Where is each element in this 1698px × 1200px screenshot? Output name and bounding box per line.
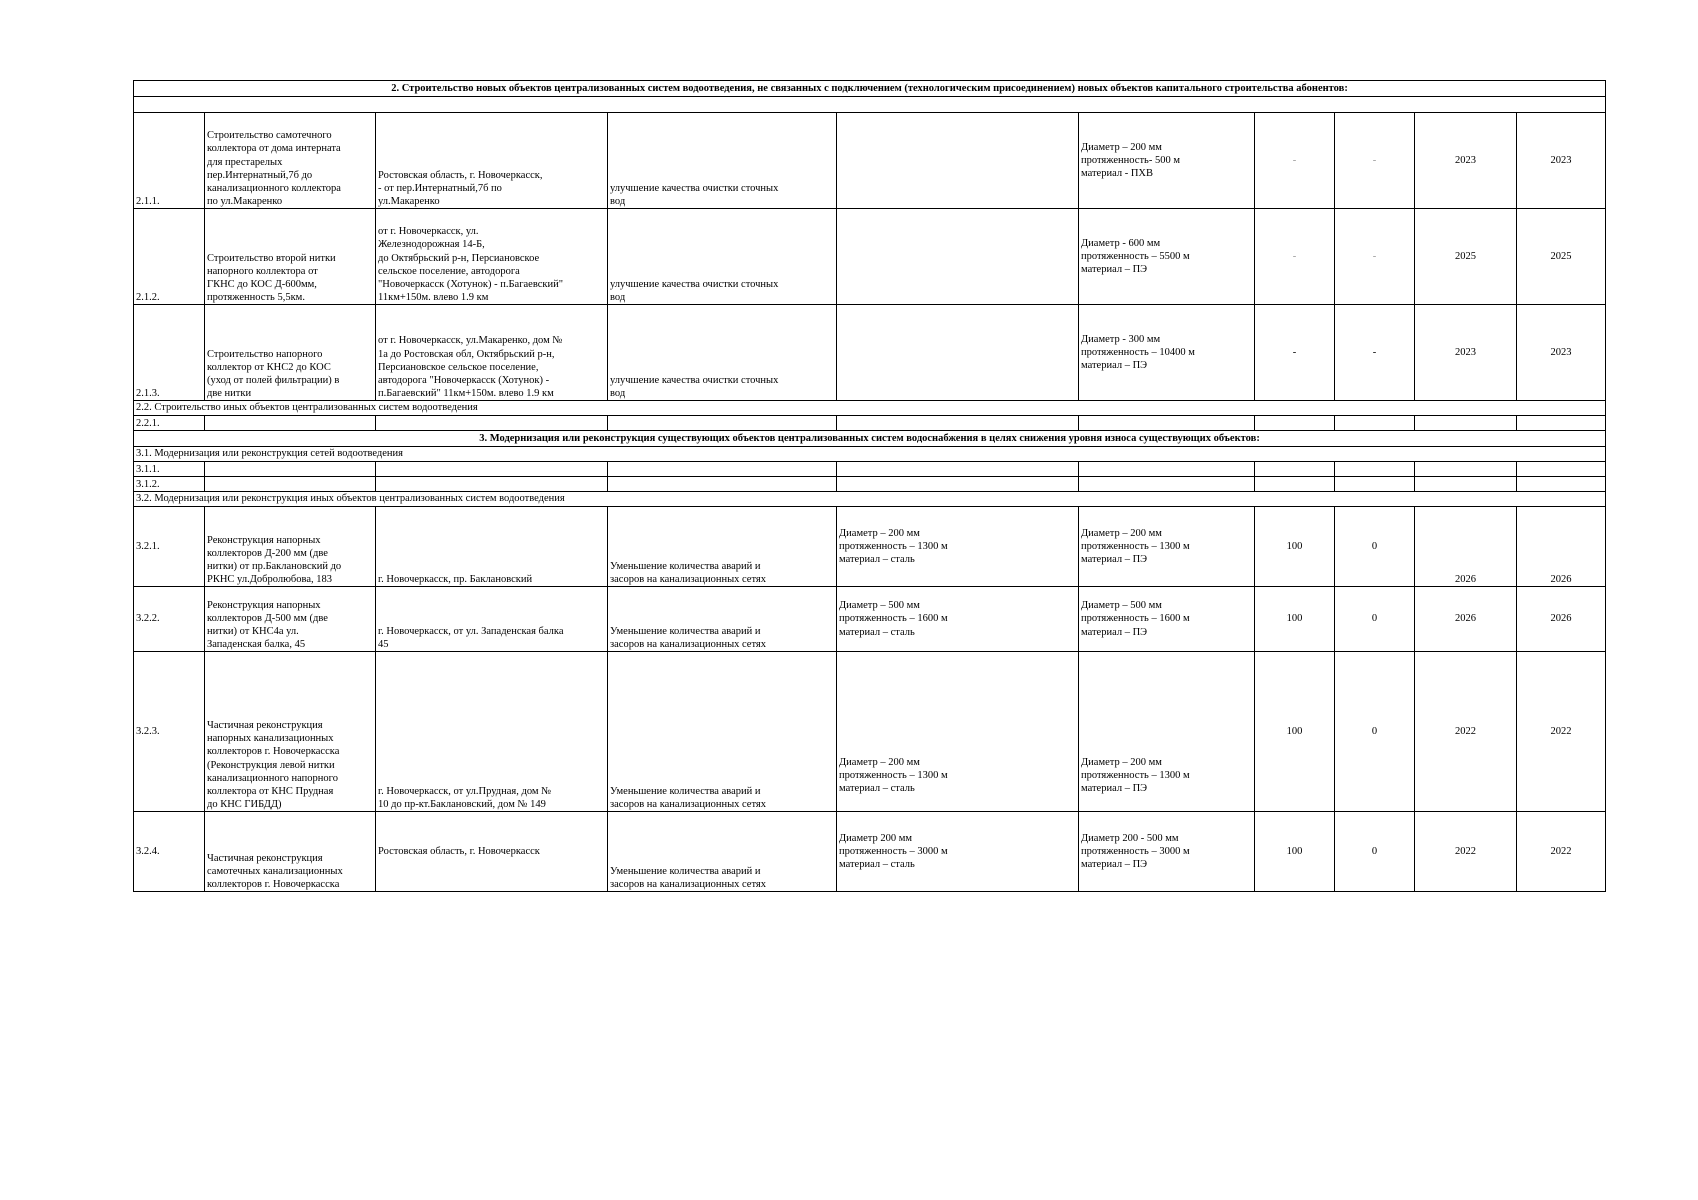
value-before: 100 xyxy=(1255,812,1335,892)
year-start: 2026 xyxy=(1415,587,1517,652)
project-name: Реконструкция напорных коллекторов Д-200 мм (две нитки) от пр.Баклановский до РКНС ул.Добролюбова, 183 xyxy=(207,534,342,585)
project-name: Строительство второй нитки напорного коллектора от ГКНС до КОС Д-600мм, протяженность 5,5км. xyxy=(207,252,336,303)
year-end: 2026 xyxy=(1517,587,1606,652)
spec-after: Диаметр - 300 мм протяженность – 10400 м материал – ПЭ xyxy=(1081,333,1195,372)
investment-program-table xyxy=(133,80,1606,892)
project-purpose: улучшение качества очистки сточных вод xyxy=(610,182,779,207)
section-2-heading-row xyxy=(134,81,1606,97)
subsection-3-2-row xyxy=(134,492,1606,507)
project-name: Частичная реконструкция напорных канализационных коллекторов г. Новочеркасска (Реконструкция левой нитки канализационного напорного коллектора от КНС Прудная до КНС ГИБДД) xyxy=(207,720,340,810)
row-number: 3.1.2. xyxy=(134,477,205,492)
row-number: 2.1.3. xyxy=(134,305,205,401)
project-purpose: Уменьшение количества аварий и засоров на канализационных сетях xyxy=(610,785,766,810)
year-end: 2025 xyxy=(1517,209,1606,305)
table-row xyxy=(134,462,1606,477)
row-number: 2.1.1. xyxy=(134,113,205,209)
subsection-2-2-row xyxy=(134,401,1606,416)
table-row xyxy=(134,652,1606,812)
row-number: 3.2.1. xyxy=(134,507,205,587)
project-purpose: улучшение качества очистки сточных вод xyxy=(610,374,779,399)
year-start: 2026 xyxy=(1415,507,1517,587)
table-row xyxy=(134,812,1606,892)
table-row xyxy=(134,416,1606,431)
row-number: 2.2.1. xyxy=(134,416,205,431)
value-before: - xyxy=(1255,209,1335,305)
year-start: 2022 xyxy=(1415,812,1517,892)
value-after: - xyxy=(1335,209,1415,305)
value-after: 0 xyxy=(1335,587,1415,652)
subsection-3-2-heading: 3.2. Модернизация или реконструкция иных объектов централизованных систем водоотведения xyxy=(134,492,1606,507)
project-name: Частичная реконструкция самотечных канализационных коллекторов г. Новочеркасска xyxy=(207,852,343,890)
blank-cell xyxy=(134,97,1606,113)
project-purpose: улучшение качества очистки сточных вод xyxy=(610,278,779,303)
project-location: Ростовская область, г. Новочеркасск xyxy=(378,845,540,857)
table-row xyxy=(134,209,1606,305)
spec-before: Диаметр – 200 мм протяженность – 1300 м материал – сталь xyxy=(839,756,948,794)
project-location: г. Новочеркасск, от ул.Прудная, дом № 10 до пр-кт.Баклановский, дом № 149 xyxy=(378,785,552,810)
project-location: г. Новочеркасск, от ул. Западенская балка 45 xyxy=(378,625,564,650)
table-row xyxy=(134,507,1606,587)
spec-after: Диаметр - 600 мм протяженность – 5500 м материал – ПЭ xyxy=(1081,237,1190,276)
year-start: 2025 xyxy=(1415,209,1517,305)
year-end: 2026 xyxy=(1517,507,1606,587)
row-number: 3.2.2. xyxy=(134,587,205,652)
project-purpose: Уменьшение количества аварий и засоров на канализационных сетях xyxy=(610,865,766,890)
spec-after: Диаметр – 200 мм протяженность – 1300 м материал – ПЭ xyxy=(1081,756,1190,794)
year-start: 2023 xyxy=(1415,113,1517,209)
table-row xyxy=(134,305,1606,401)
value-before: 100 xyxy=(1255,587,1335,652)
table-row xyxy=(134,113,1606,209)
year-end: 2023 xyxy=(1517,113,1606,209)
spec-after: Диаметр – 500 мм протяженность – 1600 м материал – ПЭ xyxy=(1081,600,1190,638)
spec-after: Диаметр – 200 мм протяженность- 500 м материал - ПХВ xyxy=(1081,141,1180,180)
project-name: Строительство напорного коллектор от КНС2 до КОС (уход от полей фильтрации) в две нитки xyxy=(207,348,340,399)
spec-before: Диаметр – 200 мм протяженность – 1300 м материал – сталь xyxy=(839,527,948,566)
value-before: - xyxy=(1255,113,1335,209)
project-purpose: Уменьшение количества аварий и засоров на канализационных сетях xyxy=(610,625,766,650)
spec-before: Диаметр – 500 мм протяженность – 1600 м материал – сталь xyxy=(839,600,948,638)
year-end: 2022 xyxy=(1517,812,1606,892)
year-start: 2023 xyxy=(1415,305,1517,401)
value-after: - xyxy=(1335,305,1415,401)
spec-after: Диаметр 200 - 500 мм протяженность – 3000 м материал – ПЭ xyxy=(1081,832,1190,871)
value-after: - xyxy=(1335,113,1415,209)
table-row xyxy=(134,477,1606,492)
row-number: 3.2.4. xyxy=(134,812,205,892)
spec-before: Диаметр 200 мм протяженность – 3000 м материал – сталь xyxy=(839,832,948,871)
project-location: от г. Новочеркасск, ул.Макаренко, дом № 1а до Ростовская обл, Октябрьский р-н, Персиановское сельское поселение, автодорога "Новочеркасск (Хотунок) - п.Багаевский" 11км+150м. влево 1.9 км xyxy=(378,335,563,399)
project-purpose: Уменьшение количества аварий и засоров на канализационных сетях xyxy=(610,560,766,585)
subsection-2-2-heading: 2.2. Строительство иных объектов централизованных систем водоотведения xyxy=(134,401,1606,416)
row-number: 3.2.3. xyxy=(134,652,205,812)
subsection-3-1-row xyxy=(134,447,1606,462)
project-name: Строительство самотечного коллектора от дома интерната для престарелых пер.Интернатный,7б до канализационного коллектора по ул.Макаренко xyxy=(207,130,341,207)
year-end: 2023 xyxy=(1517,305,1606,401)
section-3-heading: 3. Модернизация или реконструкция существующих объектов централизованных систем водоснабжения в целях снижения уровня износа существующих объектов: xyxy=(134,431,1606,447)
value-before: - xyxy=(1255,305,1335,401)
section-2-heading: 2. Строительство новых объектов централизованных систем водоотведения, не связанных с подключением (технологическим присоединением) новых объектов капитального строительства абонентов: xyxy=(134,81,1606,97)
project-location: Ростовская область, г. Новочеркасск, - от пер.Интернатный,7б по ул.Макаренко xyxy=(378,169,543,207)
row-number: 3.1.1. xyxy=(134,462,205,477)
blank-row xyxy=(134,97,1606,113)
year-start: 2022 xyxy=(1415,652,1517,812)
table-row xyxy=(134,587,1606,652)
value-after: 0 xyxy=(1335,652,1415,812)
row-number: 2.1.2. xyxy=(134,209,205,305)
spec-after: Диаметр – 200 мм протяженность – 1300 м материал – ПЭ xyxy=(1081,527,1190,566)
project-location: от г. Новочеркасск, ул. Железнодорожная 14-Б, до Октябрьский р-н, Персиановское сельское поселение, автодорога "Новочеркасск (Хотунок) - п.Багаевский" 11км+150м. влево 1.9 км xyxy=(378,226,564,303)
value-before: 100 xyxy=(1255,652,1335,812)
value-after: 0 xyxy=(1335,812,1415,892)
value-after: 0 xyxy=(1335,507,1415,587)
year-end: 2022 xyxy=(1517,652,1606,812)
project-name: Реконструкция напорных коллекторов Д-500 мм (две нитки) от КНС4а ул. Западенская балка, 45 xyxy=(207,599,328,650)
subsection-3-1-heading: 3.1. Модернизация или реконструкция сетей водоотведения xyxy=(134,447,1606,462)
project-location: г. Новочеркасск, пр. Баклановский xyxy=(378,573,533,585)
value-before: 100 xyxy=(1255,507,1335,587)
section-3-heading-row xyxy=(134,431,1606,447)
